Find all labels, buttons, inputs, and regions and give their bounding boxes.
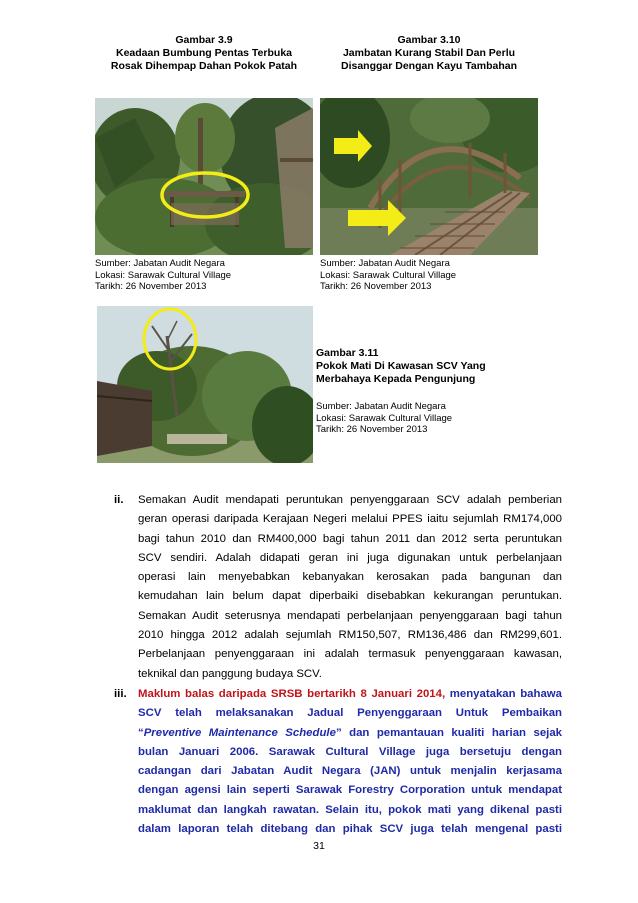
figure-3-9-location: Lokasi: Sarawak Cultural Village	[95, 269, 232, 281]
figure-3-10-date: Tarikh: 26 November 2013	[320, 281, 432, 292]
paragraph-iii-line-2: SCV telah melaksanakan Jadual Penyenggaraan Untuk Pembaikan	[138, 707, 562, 720]
paragraph-iii-line: dengan agensi lain seperti Sarawak Forestry Corporation untuk mendapat	[138, 784, 562, 797]
paragraph-ii	[138, 491, 562, 684]
figure-3-10-location: Lokasi: Sarawak Cultural Village	[320, 269, 457, 281]
figure-3-9-photo	[95, 98, 313, 255]
figure-3-10-photo	[320, 98, 538, 255]
paragraph-iii-line-1	[138, 685, 562, 704]
paragraph-ii-line: teknikal dan panggung budaya SCV.	[138, 667, 322, 680]
paragraph-ii-line: geran operasi daripada Kerajaan Negeri melalui PPES iaitu sejumlah RM174,000	[138, 513, 562, 526]
preventive-maintenance-term: Preventive Maintenance Schedule	[143, 726, 336, 739]
open-quote: “	[138, 726, 144, 739]
figure-3-9-title: Gambar 3.9	[175, 34, 233, 46]
page-number: 31	[313, 840, 325, 852]
figure-3-11-caption-line1: Pokok Mati Di Kawasan SCV Yang	[316, 360, 486, 372]
figure-3-10-caption-line2: Disanggar Dengan Kayu Tambahan	[340, 60, 517, 72]
figure-3-11-caption	[316, 347, 536, 386]
paragraph-iii-text: ” dan pemantauan kualiti harian sejak	[335, 726, 562, 739]
figure-3-10-caption	[320, 34, 538, 73]
paragraph-ii-line: Perbelanjaan penyenggaraan ini adalah termasuk penyenggaraan kawasan,	[138, 648, 562, 661]
paragraph-ii-line: operasi lain menyebabkan kebanyakan kerosakan pada bangunan dan	[138, 571, 562, 584]
paragraph-iii-line: maklumat dan langkah rawatan. Selain itu, pokok mati yang dikenal pasti	[138, 803, 562, 816]
figure-3-9-caption-line1: Keadaan Bumbung Pentas Terbuka	[115, 47, 292, 59]
paragraph-iii-marker: iii.	[114, 688, 127, 700]
figure-3-9-caption	[95, 34, 313, 73]
figure-3-10-source-line: Sumber: Jabatan Audit Negara	[320, 258, 450, 269]
response-reference: Maklum balas daripada SRSB bertarikh 8 Januari 2014,	[138, 688, 446, 700]
figure-3-9-caption-line2: Rosak Dihempap Dahan Pokok Patah	[110, 60, 298, 72]
paragraph-iii-line: cadangan dari Jabatan Audit Negara (JAN) untuk menjalin kerjasama	[138, 765, 562, 778]
paragraph-ii-line: Semakan Audit seterusnya mendapati perbelanjaan penyenggaraan bagi tahun	[138, 609, 562, 622]
figure-3-11-source-line: Sumber: Jabatan Audit Negara	[316, 401, 446, 412]
figure-3-11-source	[316, 401, 536, 436]
figure-3-11-title: Gambar 3.11	[316, 347, 379, 359]
paragraph-ii-line: bagi tahun 2010 dan RM400,000 bagi tahun 2011 dan 2012 serta peruntukan	[138, 532, 562, 545]
figure-3-11-location: Lokasi: Sarawak Cultural Village	[316, 412, 453, 424]
paragraph-iii-line-3	[138, 724, 562, 743]
figure-3-9-source	[95, 258, 315, 293]
paragraph-ii-line: SCV sendiri. Adalah didapati geran ini juga digunakan untuk perbelanjaan	[138, 551, 562, 564]
figure-3-11-photo	[97, 306, 313, 463]
figure-3-10-caption-line1: Jambatan Kurang Stabil Dan Perlu	[342, 47, 516, 59]
paragraph-iii-line: dalam laporan telah ditebang dan pihak SCV juga telah mengenal pasti	[138, 823, 562, 836]
figure-3-9-source-line: Sumber: Jabatan Audit Negara	[95, 258, 225, 269]
paragraph-iii-text: menyatakan bahawa	[445, 688, 562, 700]
paragraph-iii	[138, 685, 562, 839]
figure-3-10-title: Gambar 3.10	[397, 34, 461, 46]
figure-3-10-source	[320, 258, 540, 293]
paragraph-ii-line: 2010 hingga 2012 adalah sejumlah RM150,507, RM136,486 dan RM299,601.	[138, 629, 562, 642]
figure-3-11-caption-line2: Merbahaya Kepada Pengunjung	[316, 373, 476, 385]
paragraph-iii-line: bulan Januari 2006. Sarawak Cultural Village juga bersetuju dengan	[138, 745, 562, 758]
figure-3-9-date: Tarikh: 26 November 2013	[95, 281, 207, 292]
figure-3-11-date: Tarikh: 26 November 2013	[316, 424, 428, 435]
paragraph-ii-line: kemudahan lain belum dapat diperbaiki disebabkan kekurangan peruntukan.	[138, 590, 562, 603]
paragraph-ii-line: Semakan Audit mendapati peruntukan penyenggaraan SCV adalah pemberian	[138, 494, 562, 506]
paragraph-ii-marker: ii.	[114, 494, 124, 506]
